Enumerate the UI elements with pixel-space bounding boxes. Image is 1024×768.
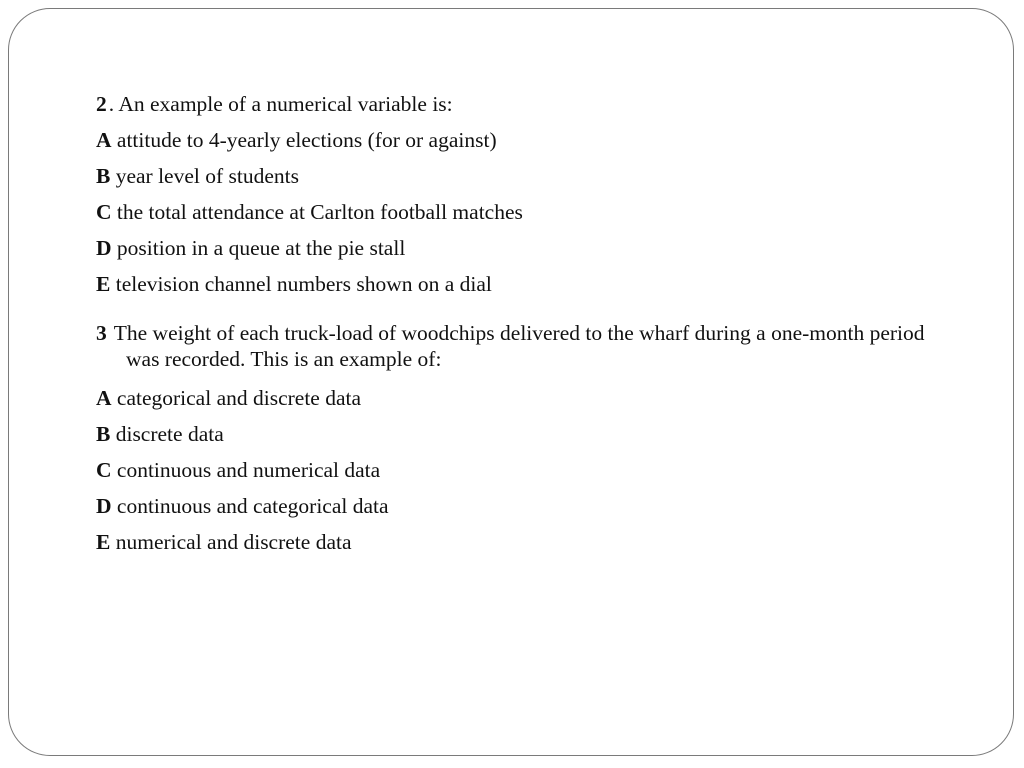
option-letter: A [96,128,112,152]
question-2 [96,86,926,302]
question-number: 3 [96,321,107,345]
option-letter: D [96,494,112,518]
option-letter: B [96,164,111,188]
answer-option-d [96,230,926,266]
option-text: television channel numbers shown on a dial [115,272,492,296]
question-stem [96,320,926,372]
question-separator: . [108,92,119,116]
option-text: the total attendance at Carlton football matches [116,200,523,224]
question-text: The weight of each truck-load of woodchips delivered to the wharf during a one-month period was recorded. This is an example of: [113,321,925,371]
slide-content [96,86,926,560]
option-letter: C [96,458,112,482]
answer-option-a [96,122,926,158]
option-text: year level of students [115,164,300,188]
option-letter: B [96,422,111,446]
answer-option-b [96,158,926,194]
answer-option-e [96,524,926,560]
option-text: continuous and numerical data [116,458,381,482]
option-text: numerical and discrete data [115,530,352,554]
option-text: attitude to 4-yearly elections (for or against) [116,128,497,152]
option-text: discrete data [115,422,224,446]
option-letter: E [96,272,111,296]
option-text: position in a queue at the pie stall [116,236,406,260]
answer-option-a [96,380,926,416]
question-3 [96,320,926,560]
option-text: categorical and discrete data [116,386,362,410]
answer-option-b [96,416,926,452]
answer-option-c [96,194,926,230]
option-letter: D [96,236,112,260]
question-stem [96,86,926,122]
question-text: An example of a numerical variable is: [118,92,453,116]
answer-option-e [96,266,926,302]
option-letter: E [96,530,111,554]
answer-option-c [96,452,926,488]
question-number: 2 [96,92,107,116]
option-text: continuous and categorical data [116,494,389,518]
answer-option-d [96,488,926,524]
option-letter: A [96,386,112,410]
option-letter: C [96,200,112,224]
